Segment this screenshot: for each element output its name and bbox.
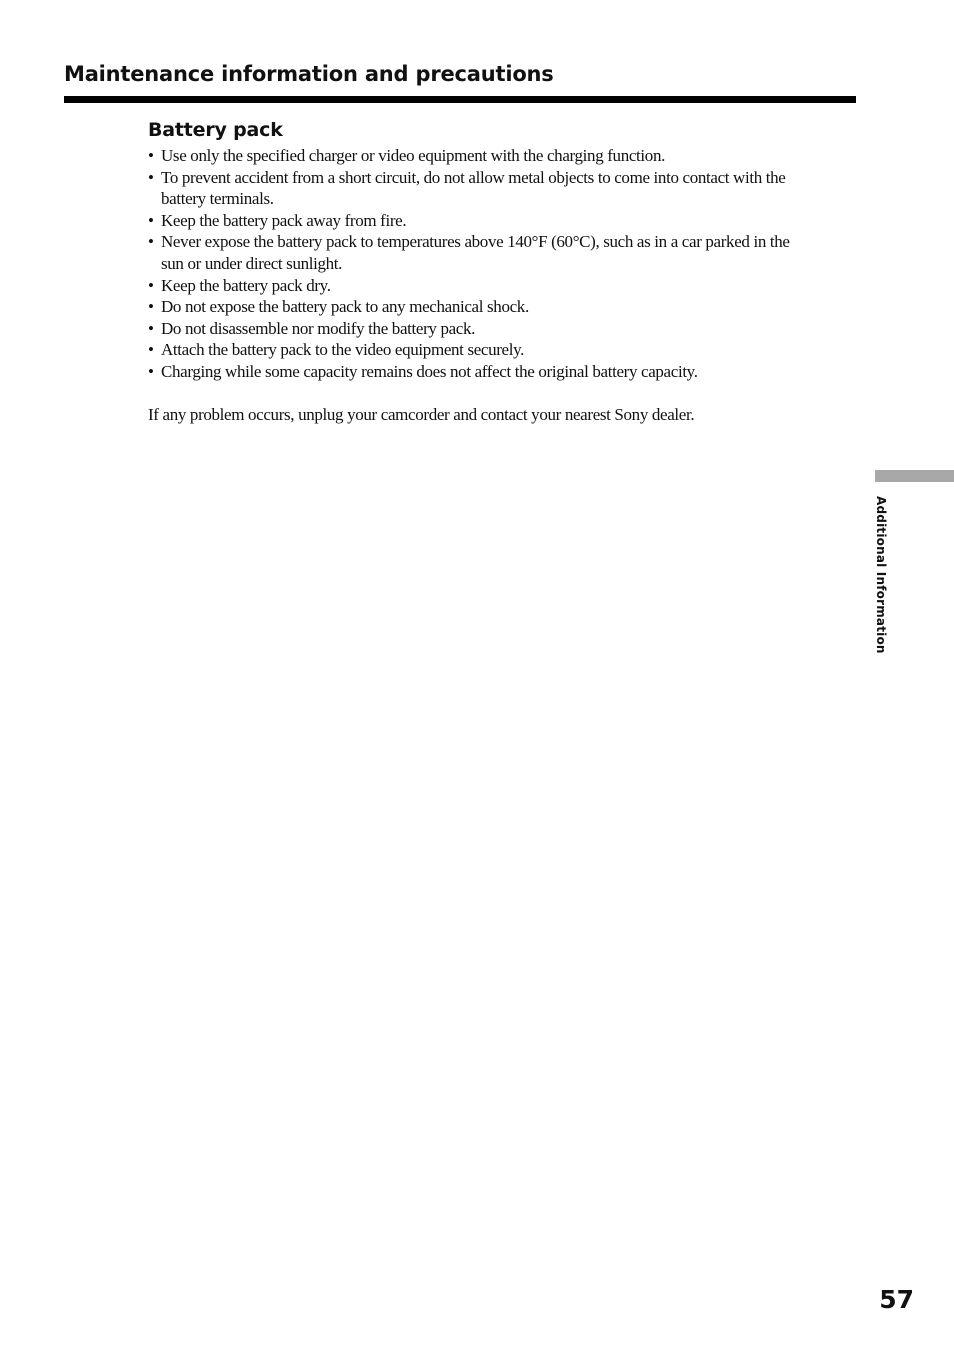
list-item: [148, 231, 808, 274]
section-title: Battery pack: [148, 119, 283, 141]
list-item-text: Never expose the battery pack to temperatures above 140°F (60°C), such as in a car parked in the sun or under direct sunlight.: [161, 232, 790, 273]
bullet-icon: •: [148, 275, 154, 295]
list-item: [148, 275, 808, 297]
list-item: [148, 339, 808, 361]
list-item-text: Attach the battery pack to the video equipment securely.: [161, 340, 525, 360]
list-item: [148, 361, 808, 383]
list-item-text: Do not disassemble nor modify the battery pack.: [161, 318, 476, 338]
list-item-text: Use only the specified charger or video equipment with the charging function.: [161, 146, 665, 165]
main-content: [148, 117, 808, 425]
bullet-icon: •: [148, 318, 154, 338]
list-item-text: Keep the battery pack dry.: [161, 275, 331, 295]
dealer-note: If any problem occurs, unplug your camcorder and contact your nearest Sony dealer.: [148, 404, 695, 424]
side-tab-bar: [875, 470, 954, 482]
bullet-icon: •: [148, 210, 154, 230]
bullet-icon: •: [148, 167, 154, 187]
list-item: [148, 210, 808, 232]
battery-precautions-list: [148, 145, 808, 383]
header-rule: [64, 96, 856, 103]
page-header: [64, 60, 856, 104]
bullet-icon: •: [148, 146, 154, 165]
list-item-text: Keep the battery pack away from fire.: [161, 210, 407, 230]
bullet-icon: •: [148, 361, 154, 381]
list-item-text: Charging while some capacity remains does not affect the original battery capacity.: [161, 361, 698, 381]
bullet-icon: •: [148, 232, 154, 252]
list-item: [148, 145, 808, 167]
page-number: 57: [879, 1285, 914, 1314]
bullet-icon: •: [148, 340, 154, 360]
list-item: [148, 296, 808, 318]
list-item: [148, 167, 808, 210]
list-item-text: To prevent accident from a short circuit, do not allow metal objects to come into contact with the battery terminals.: [161, 167, 786, 209]
bullet-icon: •: [148, 297, 154, 317]
list-item: [148, 318, 808, 340]
page-title: Maintenance information and precautions: [64, 62, 554, 86]
list-item-text: Do not expose the battery pack to any mechanical shock.: [161, 297, 529, 317]
side-tab-label: Additional Information: [874, 496, 888, 654]
